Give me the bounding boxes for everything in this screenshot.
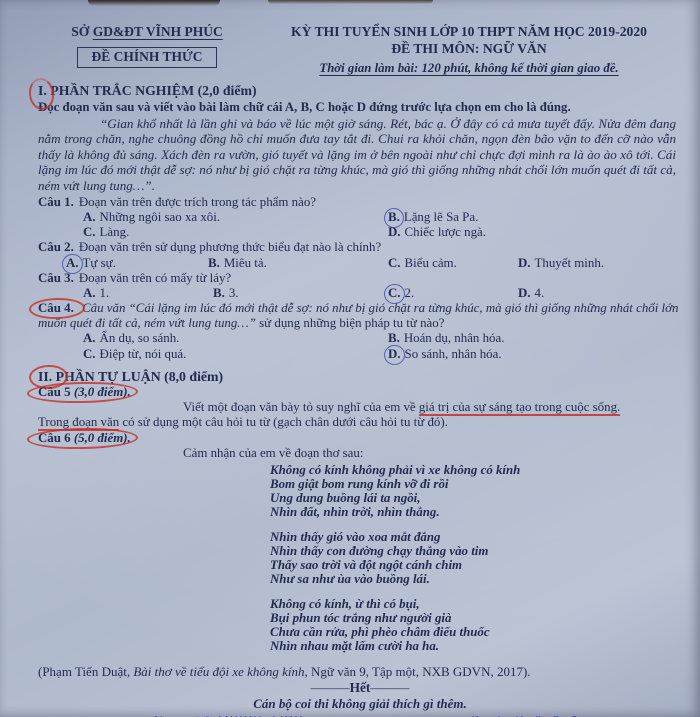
cau6-points: (5,0 điểm). xyxy=(73,430,131,445)
header-left xyxy=(38,24,256,76)
issuing-org xyxy=(38,24,256,40)
option-a: A. Tự sự. xyxy=(66,255,116,270)
exam-subject: ĐỀ THI MÔN: NGỮ VĂN xyxy=(391,41,547,56)
org-prefix: SỞ xyxy=(71,24,93,39)
question-cau4 xyxy=(38,301,682,362)
question-label: Câu 1. xyxy=(38,195,74,210)
option-c: C. Điệp từ, nói quá. xyxy=(83,346,187,361)
options-row xyxy=(38,286,682,301)
pen-circle-annotation: C. xyxy=(388,285,401,300)
red-circle-annotation xyxy=(38,385,131,400)
section1-instruction: Đọc đoạn văn sau và viết vào bài làm chữ cái A, B, C hoặc D đứng trước lựa chọn em cho là đúng. xyxy=(38,100,571,114)
option-d: D. Thuyết minh. xyxy=(518,255,605,270)
cau6-intro: Cảm nhận của em về đoạn thơ sau: xyxy=(183,445,364,460)
poem-stanza-2 xyxy=(270,530,682,586)
poem-line: Thấy sao trời và đột ngột cánh chim xyxy=(270,558,463,573)
poem-line: Nhìn thấy con đường chạy thẳng vào tim xyxy=(270,544,489,559)
section1-title: PHẦN TRẮC NGHIỆM (2,0 điểm) xyxy=(46,83,257,98)
option-b: B. 3. xyxy=(213,285,239,300)
exam-title: KỲ THI TUYỂN SINH LỚP 10 THPT NĂM HỌC 2019-2020 xyxy=(291,24,647,39)
pen-circle-annotation: B. xyxy=(388,210,400,225)
exam-header xyxy=(38,24,682,76)
cau5-label-line xyxy=(38,385,682,400)
poem-line: Ung dung buồng lái ta ngồi, xyxy=(270,491,421,506)
pen-circle-annotation: A. xyxy=(66,255,79,270)
red-underline-annotation: giá trị của sự sáng tạo trong cuộc sống. xyxy=(418,399,621,414)
poem-line: Không có kính, ừ thì có bụi, xyxy=(270,597,420,612)
section2-heading xyxy=(38,369,682,385)
option-a: A. 1. xyxy=(83,285,110,300)
poem-line: Như sa như ùa vào buồng lái. xyxy=(270,572,430,587)
poem-line: Nhìn thấy gió vào xoa mắt đắng xyxy=(270,530,441,545)
official-exam-box: ĐỀ CHÍNH THỨC xyxy=(77,47,216,68)
cau6-label-line xyxy=(38,431,682,446)
question-cau3 xyxy=(38,271,682,301)
question-text: sử dụng những biện pháp tu từ nào? xyxy=(255,316,445,331)
options-grid xyxy=(38,331,682,361)
poem-line: Bụi phun tóc trắng như người già xyxy=(270,611,452,626)
cau6-label: Câu 6 xyxy=(38,430,74,445)
option-a: A. Những ngôi sao xa xôi. xyxy=(83,210,221,225)
poem-line: Không có kính không phải vì xe không có kính xyxy=(270,463,521,478)
end-marker: ———Hết——— xyxy=(310,680,410,696)
cau5-label: Câu 5 xyxy=(38,384,74,399)
red-circle-annotation xyxy=(38,83,47,99)
red-underline-annotation: Trong đoạn văn xyxy=(38,415,120,430)
question-text: Đoạn văn trên được trích trong tác phẩm nào? xyxy=(78,195,316,210)
poem-line: Bom giật bom rung kính vỡ đi rồi xyxy=(270,477,449,492)
poem-citation: (Phạm Tiến Duật, Bài thơ về tiểu đội xe không kính, Ngữ văn 9, Tập một, NXB GDVN, 2017). xyxy=(38,664,531,680)
option-c: C. 2. xyxy=(388,285,415,300)
question-text: Đoạn văn trên có mấy từ láy? xyxy=(78,270,232,285)
option-b: B. Miêu tả. xyxy=(208,255,267,270)
question-quote: Câu văn “Cái lặng im lúc đó mới thật dễ sợ: nó như bị gió chặt ra từng khúc, mà gió thì giống những nhát chổi lớn muốn quét đi tất cả, ném vứt lung tung…” xyxy=(38,301,679,331)
option-b: B. Hoán dụ, nhân hóa. xyxy=(388,331,505,346)
pen-circle-annotation: D. xyxy=(388,346,401,361)
red-circle-annotation xyxy=(38,369,52,385)
section1-heading xyxy=(38,83,682,99)
poem-excerpt xyxy=(270,463,682,653)
option-a: A. Ẩn dụ, so sánh. xyxy=(83,331,180,346)
option-c: C. Biểu cảm. xyxy=(388,255,457,270)
proctor-note: Cán bộ coi thi không giải thích gì thêm. xyxy=(253,696,467,712)
question-cau1 xyxy=(38,195,682,240)
options-row xyxy=(38,256,682,271)
header-right xyxy=(256,24,682,76)
poem-line: Chưa cần rửa, phì phèo châm điếu thuốc xyxy=(270,625,490,640)
section2-title: PHẦN TỰ LUẬN (8,0 điểm) xyxy=(52,368,224,384)
poem-stanza-3 xyxy=(270,597,682,653)
cau5-text-line2: Trong đoạn văn có sử dụng một câu hỏi tu từ (gạch chân dưới câu hỏi tu từ đó). xyxy=(38,415,448,430)
option-d: D. So sánh, nhân hóa. xyxy=(388,346,502,361)
question-label: Câu 4. xyxy=(38,301,74,316)
options-grid xyxy=(38,210,682,240)
exam-duration: Thời gian làm bài: 120 phút, không kể thời gian giao đề. xyxy=(319,61,619,75)
het-label: Hết xyxy=(349,680,371,696)
section1-numeral: I. xyxy=(38,83,47,98)
red-circle-annotation xyxy=(38,301,79,316)
option-c: C. Làng. xyxy=(83,225,130,240)
org-name: GD&ĐT VĨNH PHÚC xyxy=(92,24,223,39)
cau5-text-line1: Viết một đoạn văn bày tỏ suy nghĩ của em về giá trị của sự sáng tạo trong cuộc sống. xyxy=(183,399,621,414)
question-text: Đoạn văn trên sử dụng phương thức biểu đạt nào là chính? xyxy=(78,240,382,255)
poem-line: Nhìn đất, nhìn trời, nhìn thẳng. xyxy=(270,505,440,520)
question-cau2 xyxy=(38,240,682,270)
option-d: D. Chiếc lược ngà. xyxy=(388,225,487,240)
citation-work-title: Bài thơ về tiểu đội xe không kính xyxy=(133,664,305,680)
question-label: Câu 3. xyxy=(38,270,74,285)
section2-numeral: II. xyxy=(38,368,53,384)
option-b: B. Lặng lẽ Sa Pa. xyxy=(388,210,479,225)
poem-stanza-1 xyxy=(270,463,682,519)
reading-passage: “Gian khổ nhất là lần ghi và báo về lúc một giờ sáng. Rét, bác ạ. Ở đây có cả mưa tuyết đấy. Nửa đêm đang nằm trong chăn, nghe chuông đồng hồ chỉ muốn đưa tay tắt đi. Chui ra khỏi chăn, ngọn đèn bão vặn to đến cỡ nào vẫn thấy là không đủ sáng. Xách đèn ra vườn, gió tuyết và lặng im ở bên ngoài như chỉ chực đợi mình ra là ào ào xô tới. Cái lặng im lúc đó mới thật dễ sợ: nó như bị gió chặt ra từng khúc, mà gió thì giống những nhát chổi lớn muốn quét đi tất cả, ném vứt lung tung…”. xyxy=(38,116,676,193)
question-label: Câu 2. xyxy=(38,240,74,255)
option-d: D. 4. xyxy=(518,285,545,300)
cau5-points: (3,0 điểm). xyxy=(73,384,131,399)
poem-line: Nhìn nhau mặt lấm cười ha ha. xyxy=(270,639,440,654)
red-circle-annotation xyxy=(38,431,131,446)
